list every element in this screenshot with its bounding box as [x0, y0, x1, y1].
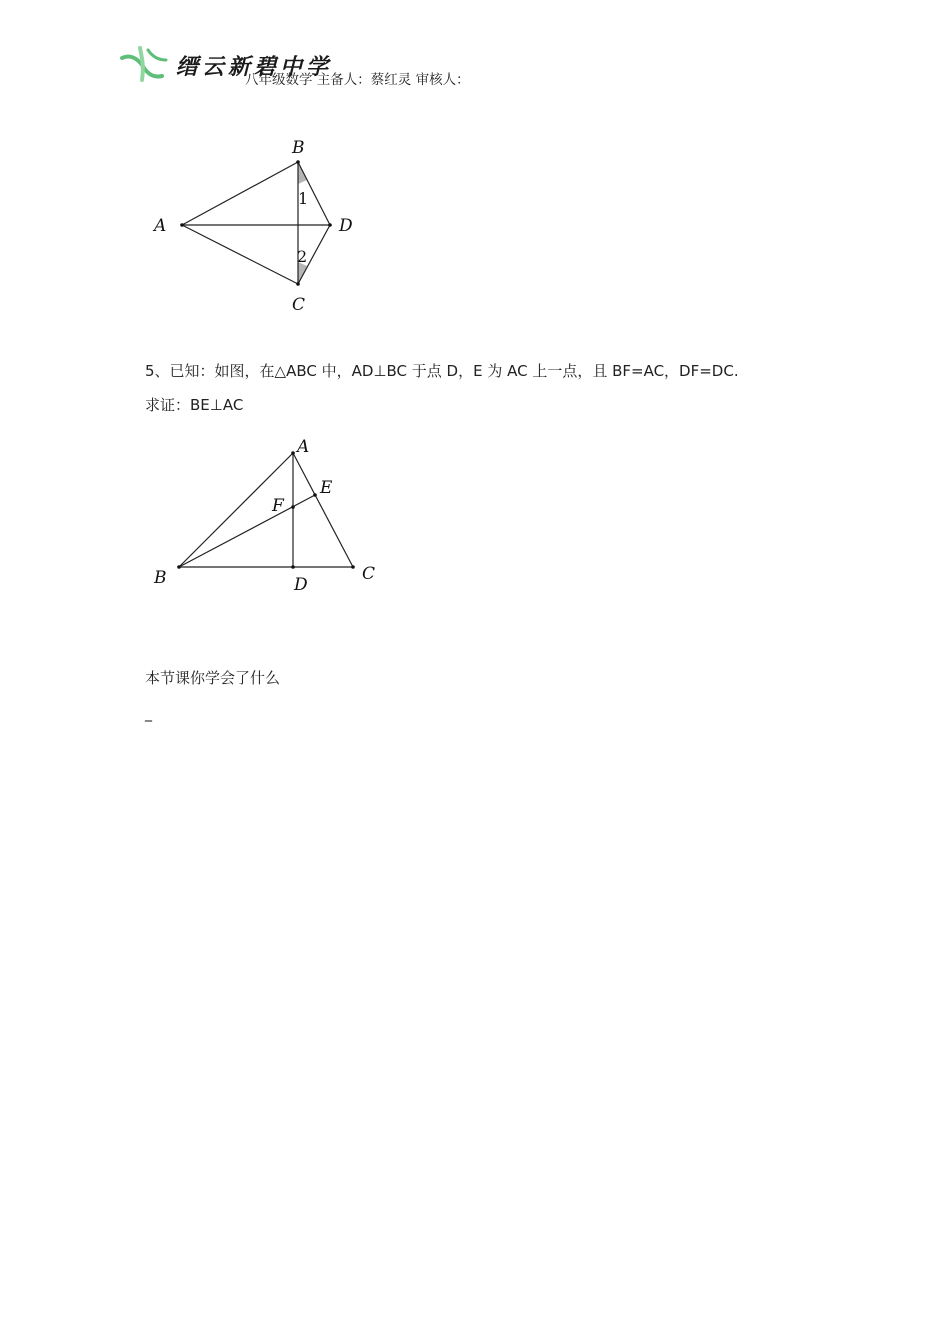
page-header	[118, 38, 538, 88]
label-a2: A	[297, 437, 310, 457]
segment-ac2	[293, 453, 353, 567]
label-c: C	[292, 295, 306, 315]
label-b: B	[292, 138, 305, 158]
label-d2: D	[294, 575, 308, 595]
point-b2	[177, 565, 181, 569]
segment-be2	[179, 495, 315, 567]
label-angle-2: 2	[297, 247, 308, 266]
point-e2	[313, 493, 317, 497]
point-f2	[291, 505, 295, 509]
problem-5-statement: 5、已知：如图，在△ABC 中，AD⊥BC 于点 D，E 为 AC 上一点，且 BF=AC，DF=DC.	[145, 362, 739, 380]
figure-1	[148, 132, 368, 317]
segment-ac	[182, 225, 298, 284]
header-info: 八年级数学 主备人：蔡红灵 审核人：	[245, 72, 470, 88]
segment-ab	[182, 162, 298, 225]
problem-5-prove: 求证：BE⊥AC	[145, 396, 244, 414]
point-a2	[291, 451, 295, 455]
point-b	[296, 160, 300, 164]
point-d2	[291, 565, 295, 569]
school-logo-icon	[118, 44, 170, 84]
label-c2: C	[362, 564, 376, 584]
figure-2	[148, 432, 388, 597]
point-d	[328, 223, 332, 227]
point-a	[180, 223, 184, 227]
label-angle-1: 1	[298, 189, 309, 208]
summary-question: 本节课你学会了什么	[145, 669, 281, 687]
point-c2	[351, 565, 355, 569]
label-a: A	[154, 216, 167, 236]
label-d: D	[339, 216, 353, 236]
answer-blank: _	[145, 706, 152, 722]
school-name: 缙云新碧中学	[176, 54, 333, 80]
label-b2: B	[154, 568, 167, 588]
label-e2: E	[320, 478, 333, 498]
label-f2: F	[272, 496, 284, 516]
point-c	[296, 282, 300, 286]
